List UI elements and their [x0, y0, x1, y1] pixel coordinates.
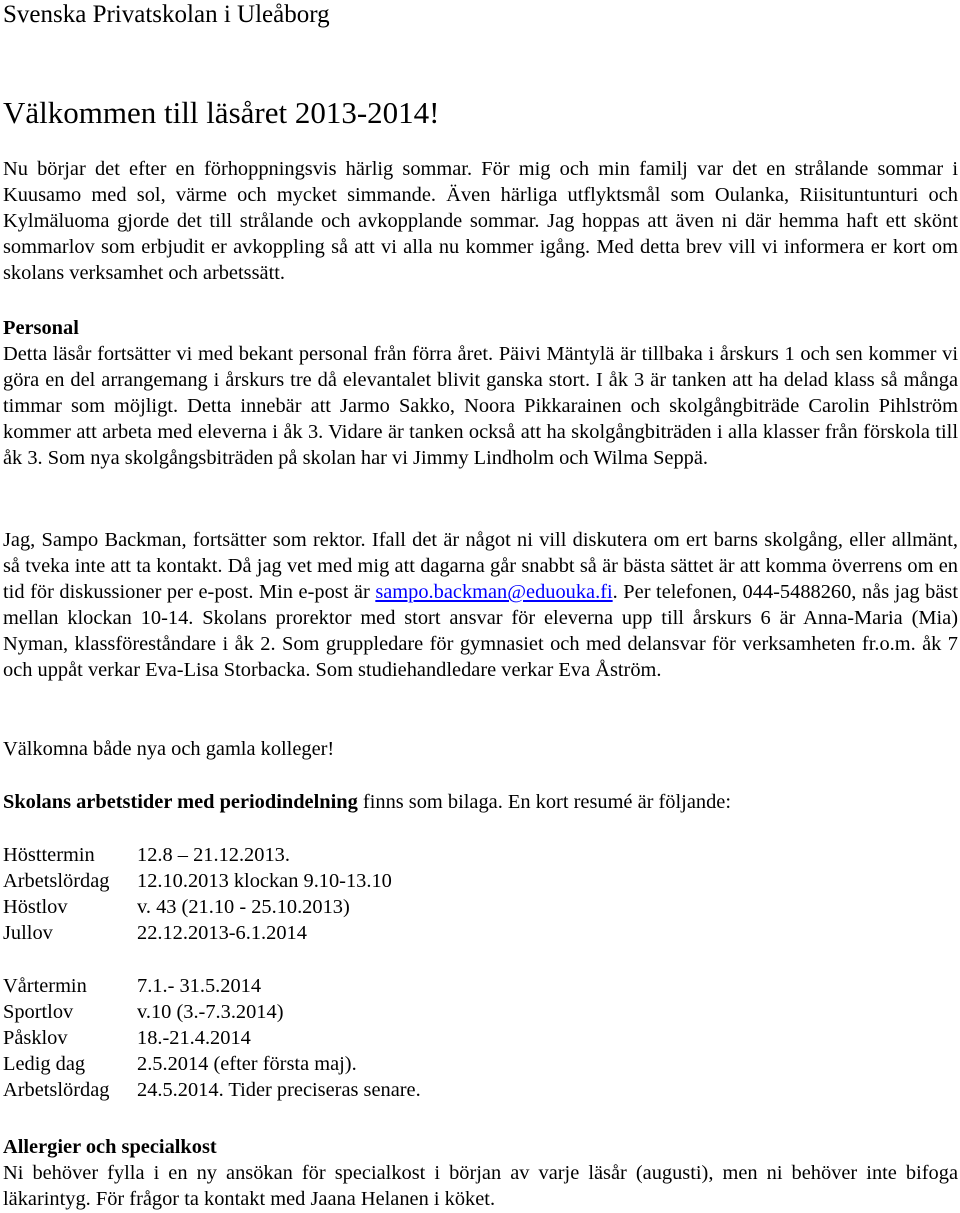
schedule-label: Vårtermin [3, 975, 87, 997]
schedule-value: 22.12.2013-6.1.2014 [137, 921, 307, 944]
schedule-value: 12.10.2013 klockan 9.10-13.10 [137, 869, 392, 892]
schedule-label: Jullov [3, 921, 53, 944]
personal-section [3, 316, 958, 471]
schedule-value: v. 43 (21.10 - 25.10.2013) [137, 895, 350, 918]
allergies-heading: Allergier och specialkost [3, 1136, 217, 1158]
schedule-row [3, 1000, 421, 1026]
schedule-row [3, 869, 392, 895]
schedule-label: Hösttermin [3, 844, 95, 866]
autumn-schedule-table [3, 843, 392, 947]
schedule-value: v.10 (3.-7.3.2014) [137, 1000, 284, 1023]
rector-text-before-email: Jag, Sampo Backman, fortsätter som rektor. Ifall det är något ni vill diskutera om ert barns skolgång, eller allmänt, så tveka inte att ta kontakt. Då jag vet med mig att dagarna går snabbt så är bästa sättet är att komma överrens om en tid för diskussioner per e-post. Min e-post är [3, 529, 958, 603]
personal-heading: Personal [3, 317, 79, 339]
schedule-intro-text [3, 790, 958, 816]
intro-paragraph [3, 157, 958, 287]
schedule-row [3, 1052, 421, 1078]
welcome-colleagues-text: Välkomna både nya och gamla kolleger! [3, 738, 335, 760]
schedule-row [3, 921, 392, 947]
schedule-value: 12.8 – 21.12.2013. [137, 844, 290, 866]
schedule-label: Arbetslördag [3, 1078, 110, 1101]
schedule-row [3, 974, 421, 1000]
rector-text-after-email: . Per telefonen, 044-5488260, nås jag bäst mellan klockan 10-14. Skolans prorektor med stort ansvar för eleverna upp till årskurs 6 är Anna-Maria (Mia) Nyman, klassföreståndare i åk 2. Som gruppledare för gymnasiet och med delansvar för verksamheten fr.o.m. åk 7 och uppåt verkar Eva-Lisa Storbacka. Som studiehandledare verkar Eva Åström. [3, 580, 958, 681]
allergies-text: Ni behöver fylla i en ny ansökan för specialkost i början av varje läsår (augusti), men ni behöver inte bifoga läkarintyg. För frågor ta kontakt med Jaana Helanen i köket. [3, 1161, 958, 1210]
schedule-intro-bold: Skolans arbetstider med periodindelning [3, 791, 358, 813]
schedule-value: 7.1.- 31.5.2014 [137, 975, 262, 997]
schedule-intro-rest: finns som bilaga. En kort resumé är följande: [357, 791, 731, 813]
personal-text: Detta läsår fortsätter vi med bekant personal från förra året. Päivi Mäntylä är tillbaka i årskurs 1 och sen kommer vi göra en del arrangemang i årskurs tre då elevantalet blivit ganska stort. I åk 3 är tanken att ha delad klass så många timmar som möjligt. Detta innebär att Jarmo Sakko, Noora Pikkarainen och skolgångbiträde Carolin Pihlström kommer att arbeta med eleverna i åk 3. Vidare är tanken också att ha skolgångbiträden i alla klasser från förskola till åk 3. Som nya skolgångsbiträden på skolan har vi Jimmy Lindholm och Wilma Seppä. [3, 342, 958, 469]
schedule-value: 2.5.2014 (efter första maj). [137, 1052, 357, 1075]
schedule-row [3, 843, 392, 869]
schedule-label: Sportlov [3, 1000, 74, 1023]
schedule-label: Arbetslördag [3, 869, 110, 892]
schedule-label: Höstlov [3, 895, 68, 918]
school-name: Svenska Privatskolan i Uleåborg [3, 1, 330, 28]
allergies-section [3, 1135, 958, 1213]
rector-email-link[interactable]: sampo.backman@eduouka.fi [375, 580, 613, 603]
schedule-intro [3, 790, 958, 816]
rector-paragraph [3, 528, 958, 683]
schedule-value: 24.5.2014. Tider preciseras senare. [137, 1078, 421, 1101]
welcome-colleagues [3, 737, 958, 763]
intro-text: Nu börjar det efter en förhoppningsvis härlig sommar. För mig och min familj var det en strålande sommar i Kuusamo med sol, värme och mycket simmande. Även härliga utflyktsmål som Oulanka, Riisituntunturi och Kylmäluoma gjorde det till strålande och avkopplande sommar. Jag hoppas att även ni där hemma haft ett skönt sommarlov som erbjudit er avkoppling så att vi alla nu kommer igång. Med detta brev vill vi informera er kort om skolans verksamhet och arbetssätt. [3, 158, 958, 284]
rector-text [3, 528, 958, 683]
spring-schedule-table [3, 974, 421, 1104]
schedule-label: Ledig dag [3, 1052, 86, 1075]
schedule-value: 18.-21.4.2014 [137, 1026, 251, 1049]
schedule-row [3, 1026, 421, 1052]
schedule-row [3, 895, 392, 921]
welcome-title: Välkommen till läsåret 2013-2014! [3, 95, 440, 130]
schedule-row [3, 1078, 421, 1104]
schedule-label: Påsklov [3, 1026, 68, 1049]
